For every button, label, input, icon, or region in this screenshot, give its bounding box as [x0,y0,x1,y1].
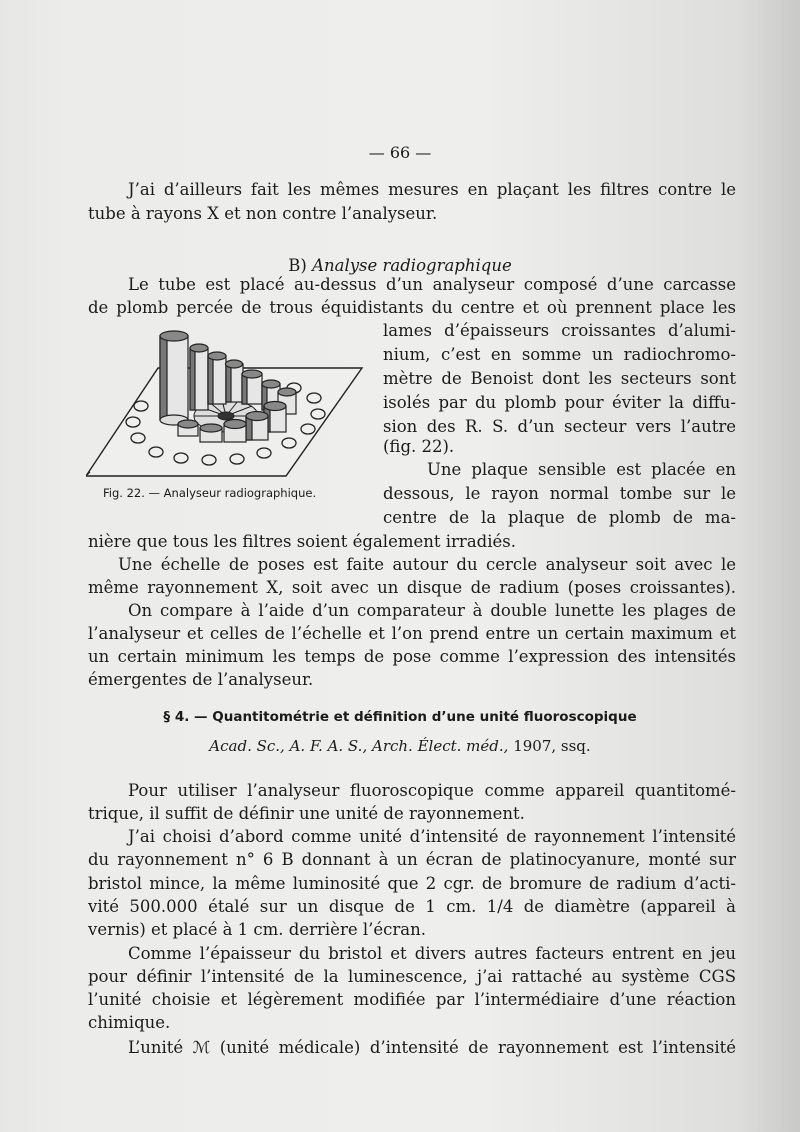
text-line: (fig. 22). [383,437,455,456]
text-line: nium, c’est en somme un radiochromo- [383,345,736,364]
text-line: centre de la plaque de plomb de ma- [383,508,736,527]
section-title: Analyse radiographique [312,256,512,275]
text-line: dessous, le rayon normal tombe sur le [383,484,736,503]
figure-caption: Fig. 22. — Analyseur radiographique. [103,486,317,500]
text-line: lames d’épaisseurs croissantes d’alumi- [383,321,736,340]
text-line: bristol mince, la même luminosité que 2 cgr. de bromure de radium d’acti- [88,874,736,893]
text-line: J’ai d’ailleurs fait les mêmes mesures en plaçant les filtres contre le [128,180,736,199]
text-line: de plomb percée de trous équidistants du centre et où prennent place les [88,298,736,317]
text-line: Comme l’épaisseur du bristol et divers autres facteurs entrent en jeu [128,944,736,963]
text-line: du rayonnement n° 6 B donnant à un écran de platinocyanure, monté sur [88,850,736,869]
text-line: On compare à l’aide d’un comparateur à double lunette les plages de [128,601,736,620]
text-line: nière que tous les filtres soient également irradiés. [88,532,516,551]
text-line: un certain minimum les temps de pose comme l’expression des intensités [88,647,736,666]
references-line [0,737,800,755]
text-line: Une plaque sensible est placée en [427,460,736,479]
text-line: isolés par du plomb pour éviter la diffu- [383,393,736,412]
reference-year: 1907, ssq. [513,737,591,755]
reference-journals: Acad. Sc., A. F. A. S., Arch. Élect. méd., [209,737,509,755]
text-line: tube à rayons X et non contre l’analyseur. [88,204,438,223]
text-line: l’analyseur et celles de l’échelle et l’on prend entre un certain maximum et [88,624,736,643]
text-line: Pour utiliser l’analyseur fluoroscopique comme appareil quantitomé- [128,781,736,800]
text-line: Le tube est placé au-dessus d’un analyseur composé d’une carcasse [128,275,736,294]
text-line: sion des R. S. d’un secteur vers l’autre [383,417,736,436]
text-line: chimique. [88,1013,171,1032]
text-line: mètre de Benoist dont les secteurs sont [383,369,736,388]
text-line: l’unité choisie et légèrement modifiée par l’intermédiaire d’une réaction [88,990,736,1009]
text-line: J’ai choisi d’abord comme unité d’intensité de rayonnement l’intensité [128,827,736,846]
text-line: trique, il suffit de définir une unité de rayonnement. [88,804,525,823]
radiochromometer-illustration [86,326,366,478]
text-line: L’unité ℳ (unité médicale) d’intensité de rayonnement est l’intensité [128,1038,736,1057]
section-heading: § 4. — Quantitométrie et définition d’une unité fluoroscopique [163,709,637,725]
text-line: pour définir l’intensité de la luminescence, j’ai rattaché au système CGS [88,967,736,986]
section-label: B) [288,256,307,275]
text-line: émergentes de l’analyseur. [88,670,314,689]
page-number: — 66 — [368,143,432,162]
text-line: vité 500.000 étalé sur un disque de 1 cm. 1/4 de diamètre (appareil à [88,897,736,916]
text-line: même rayonnement X, soit avec un disque de radium (poses croissantes). [88,578,736,597]
text-line: vernis) et placé à 1 cm. derrière l’écran. [88,920,426,939]
text-line: Une échelle de poses est faite autour du cercle analyseur soit avec le [118,555,736,574]
